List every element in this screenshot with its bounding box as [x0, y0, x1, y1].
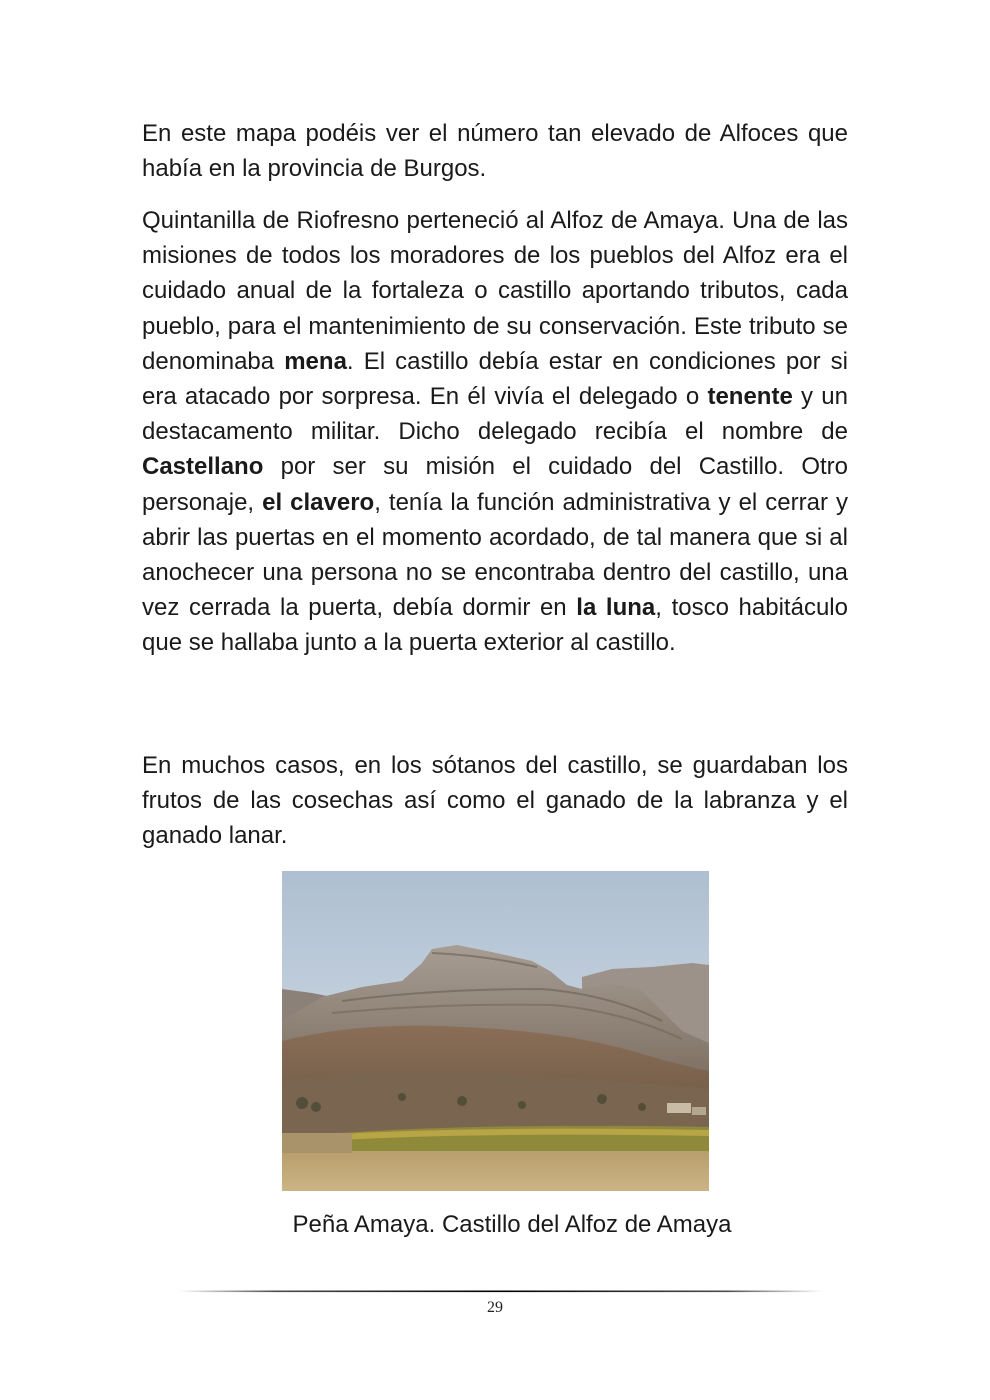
figure-caption: Peña Amaya. Castillo del Alfoz de Amaya — [292, 1211, 732, 1238]
paragraph-sotanos-text: En muchos casos, en los sótanos del castillo, se guardaban los frutos de las cosechas así como el ganado de la labranza y el ganado lanar. — [142, 752, 848, 850]
text-run: . El castillo debía estar en condiciones por si era atacado por sorpresa. En él vivía el delegado o — [142, 347, 848, 411]
paragraph-intro — [142, 116, 848, 186]
paragraph-sotanos — [142, 748, 848, 854]
pena-amaya-photo — [282, 871, 709, 1191]
landscape-illustration — [282, 871, 709, 1191]
paragraph-intro-text: En este mapa podéis ver el número tan elevado de Alfoces que había en la provincia de Burgos. — [142, 120, 848, 183]
term-el-clavero: el clavero — [262, 488, 375, 516]
term-tenente: tenente — [707, 383, 793, 411]
term-mena: mena — [284, 347, 347, 375]
footer-divider — [178, 1290, 823, 1293]
text-run: y un destacamento militar. Dicho delegado recibía el nombre de — [142, 383, 848, 446]
text-run: Quintanilla de Riofresno perteneció al Alfoz de Amaya. Una de las misiones de todos los moradores de los pueblos del Alfoz era el cuidado anual de la fortaleza o castillo aportando tributos, cada pueblo, para el mantenimiento de su conservación. Este tributo se denominaba — [142, 207, 848, 375]
text-run: , tenía la función administrativa y el cerrar y abrir las puertas en el momento acordado, de tal manera que si al anochecer una persona no se encontraba dentro del castillo, una vez cerrada la puerta, debía dormir en — [142, 488, 848, 622]
term-la-luna: la luna — [576, 594, 656, 622]
page-number: 29 — [487, 1299, 503, 1316]
text-run: , tosco habitáculo que se hallaba junto a la puerta exterior al castillo. — [142, 594, 848, 657]
text-run: por ser su misión el cuidado del Castillo. Otro personaje, — [142, 453, 848, 516]
term-castellano: Castellano — [142, 453, 264, 481]
paragraph-alfoz-amaya — [142, 203, 848, 661]
